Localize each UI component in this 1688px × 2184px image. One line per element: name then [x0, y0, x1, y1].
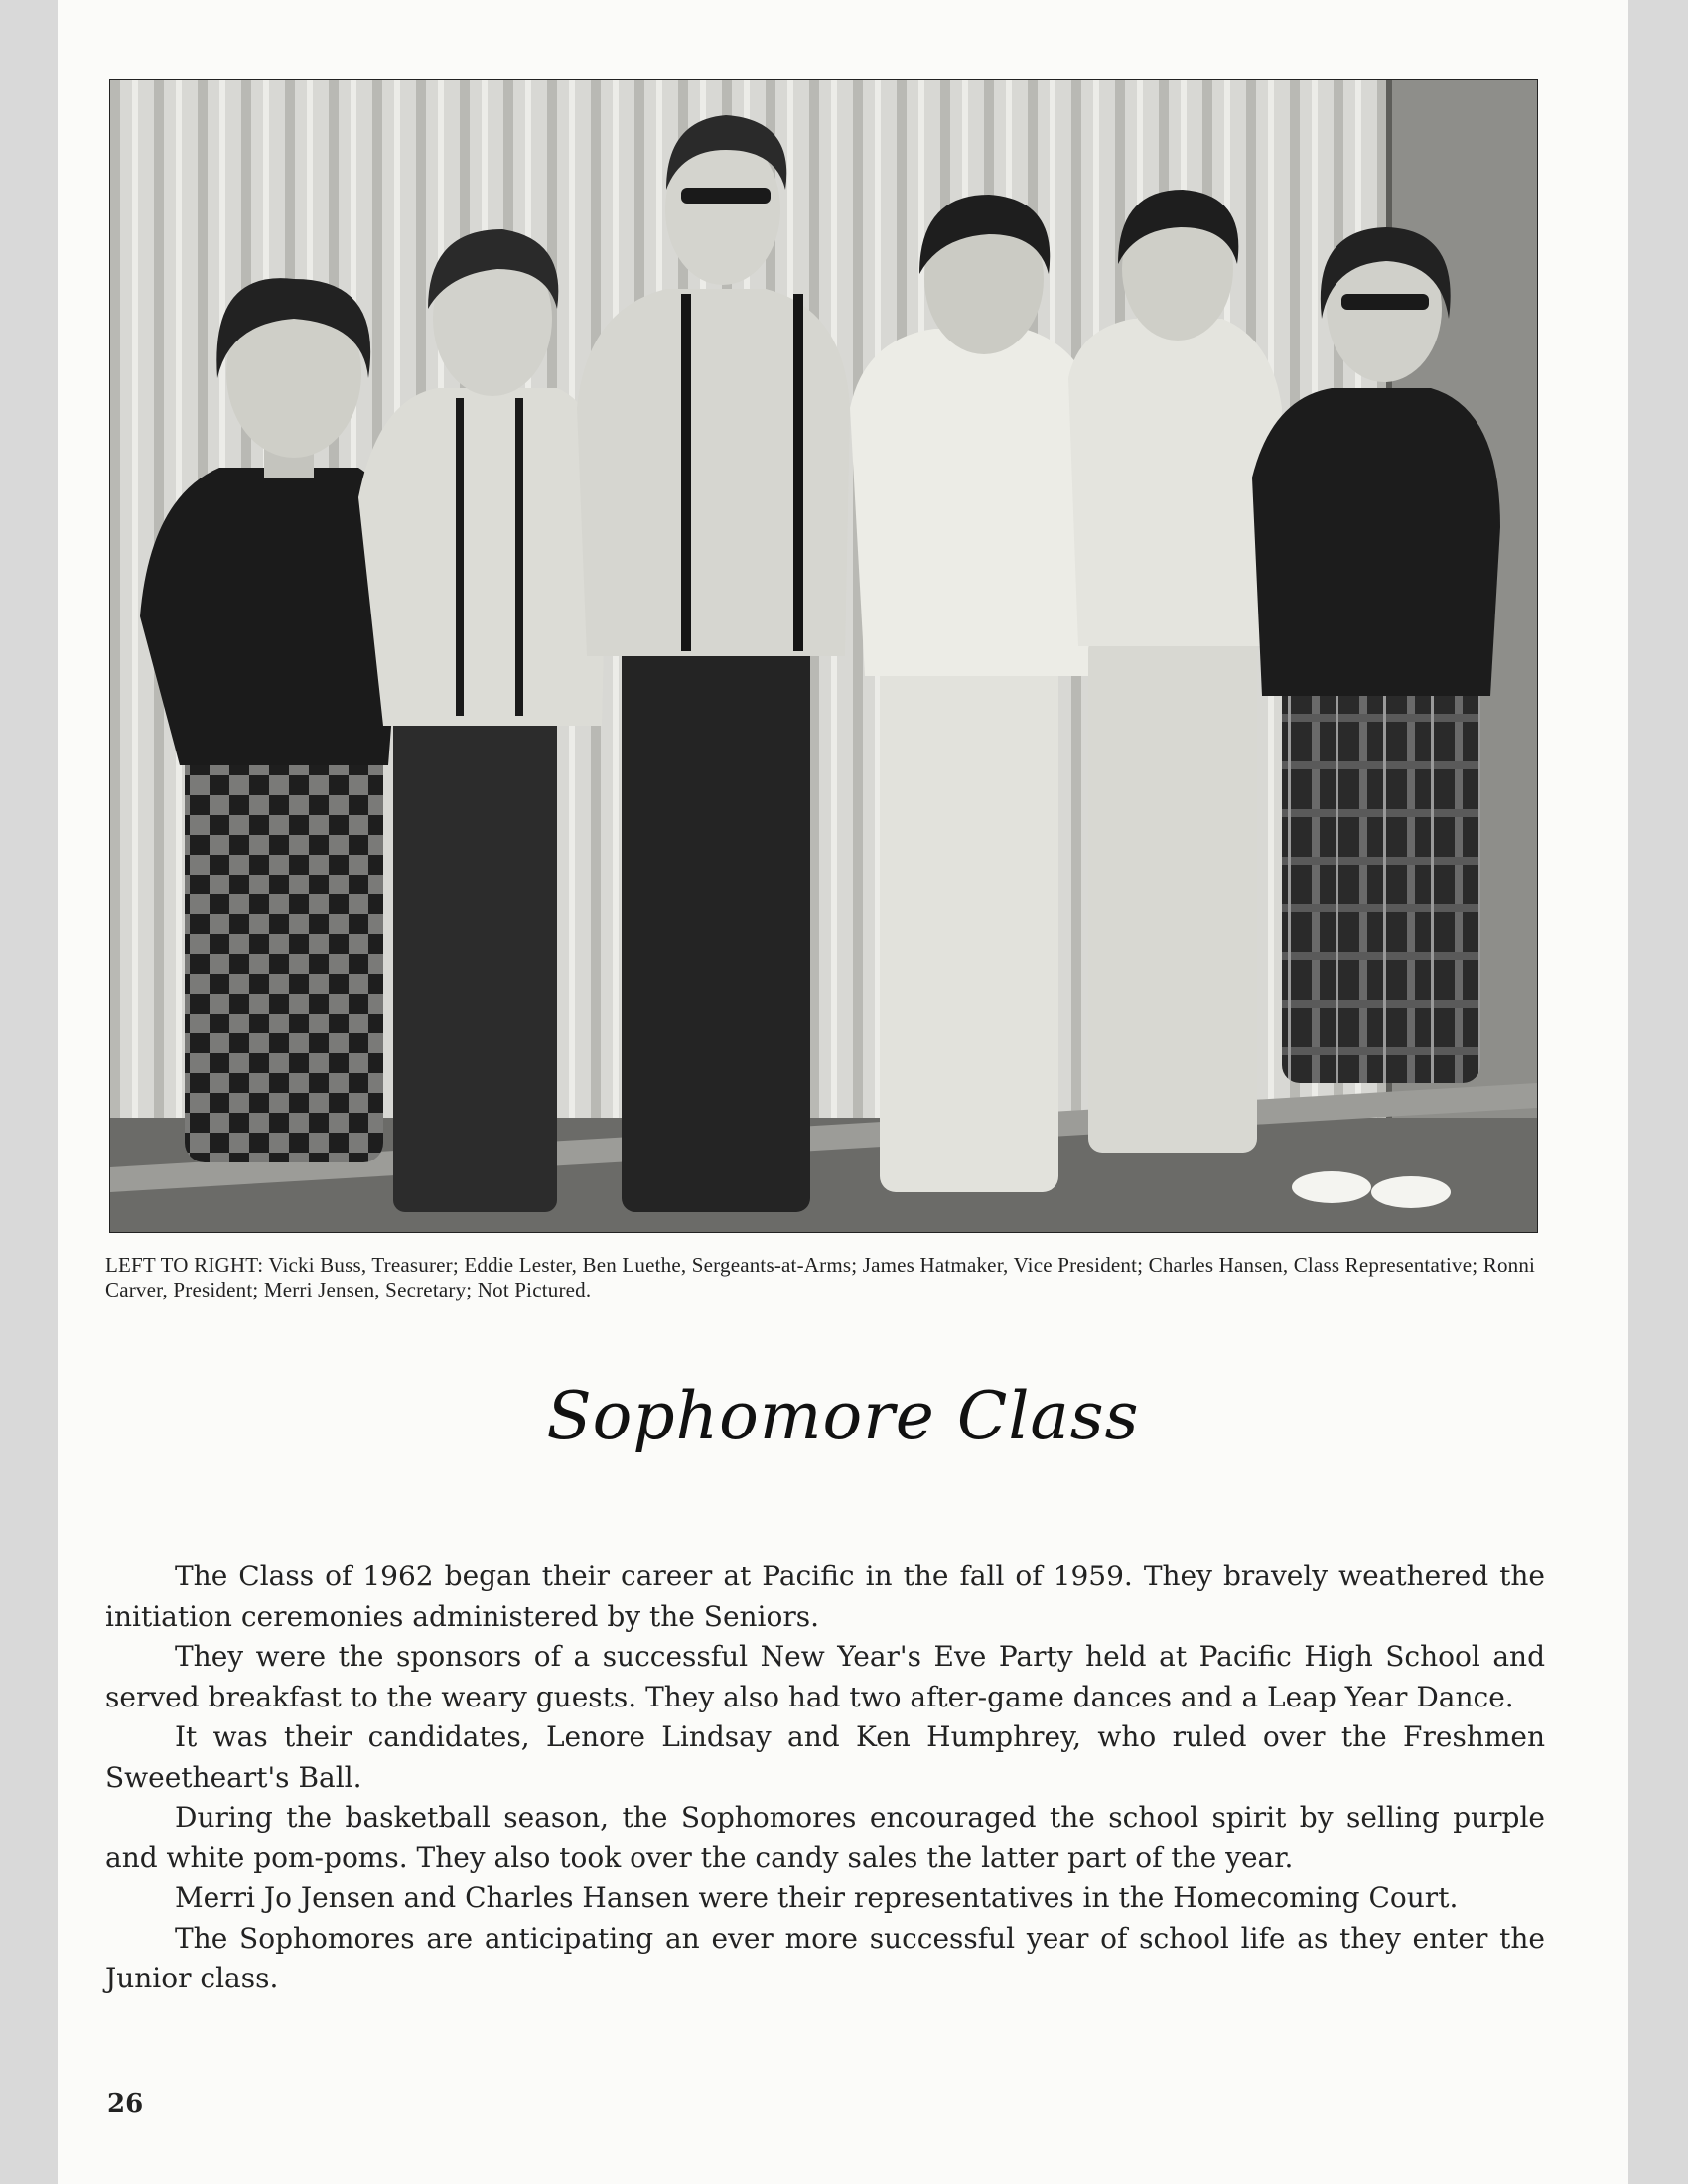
photo-caption: LEFT TO RIGHT: Vicki Buss, Treasurer; Eddie Lester, Ben Luethe, Sergeants-at-Arms; James Hatmaker, Vice President; Charles Hansen, Class Representative; Ronni Carver, President; Merri Jensen, Secretary; Not Pictured. [105, 1253, 1536, 1301]
paragraph: Merri Jo Jensen and Charles Hansen were their representatives in the Homecoming Court. [175, 1881, 1459, 1914]
class-officers-photo [109, 79, 1538, 1233]
paragraph: The Sophomores are anticipating an ever more successful year of school life as they enter the Junior class. [105, 1921, 1545, 1994]
page-title: Sophomore Class [546, 1378, 1140, 1454]
article-body [105, 1557, 1545, 1999]
paragraph: It was their candidates, Lenore Lindsay and Ken Humphrey, who ruled over the Freshmen Sweetheart's Ball. [105, 1720, 1545, 1794]
page-number: 26 [107, 2089, 144, 2118]
paragraph: The Class of 1962 began their career at Pacific in the fall of 1959. They bravely weathered the initiation ceremonies administered by the Seniors. [105, 1560, 1545, 1633]
paragraph: During the basketball season, the Sophomores encouraged the school spirit by selling purple and white pom-poms. They also took over the candy sales the latter part of the year. [105, 1801, 1545, 1874]
yearbook-page [58, 0, 1628, 2184]
paragraph: They were the sponsors of a successful New Year's Eve Party held at Pacific High School and served breakfast to the weary guests. They also had two after-game dances and a Leap Year Dance. [105, 1640, 1545, 1713]
